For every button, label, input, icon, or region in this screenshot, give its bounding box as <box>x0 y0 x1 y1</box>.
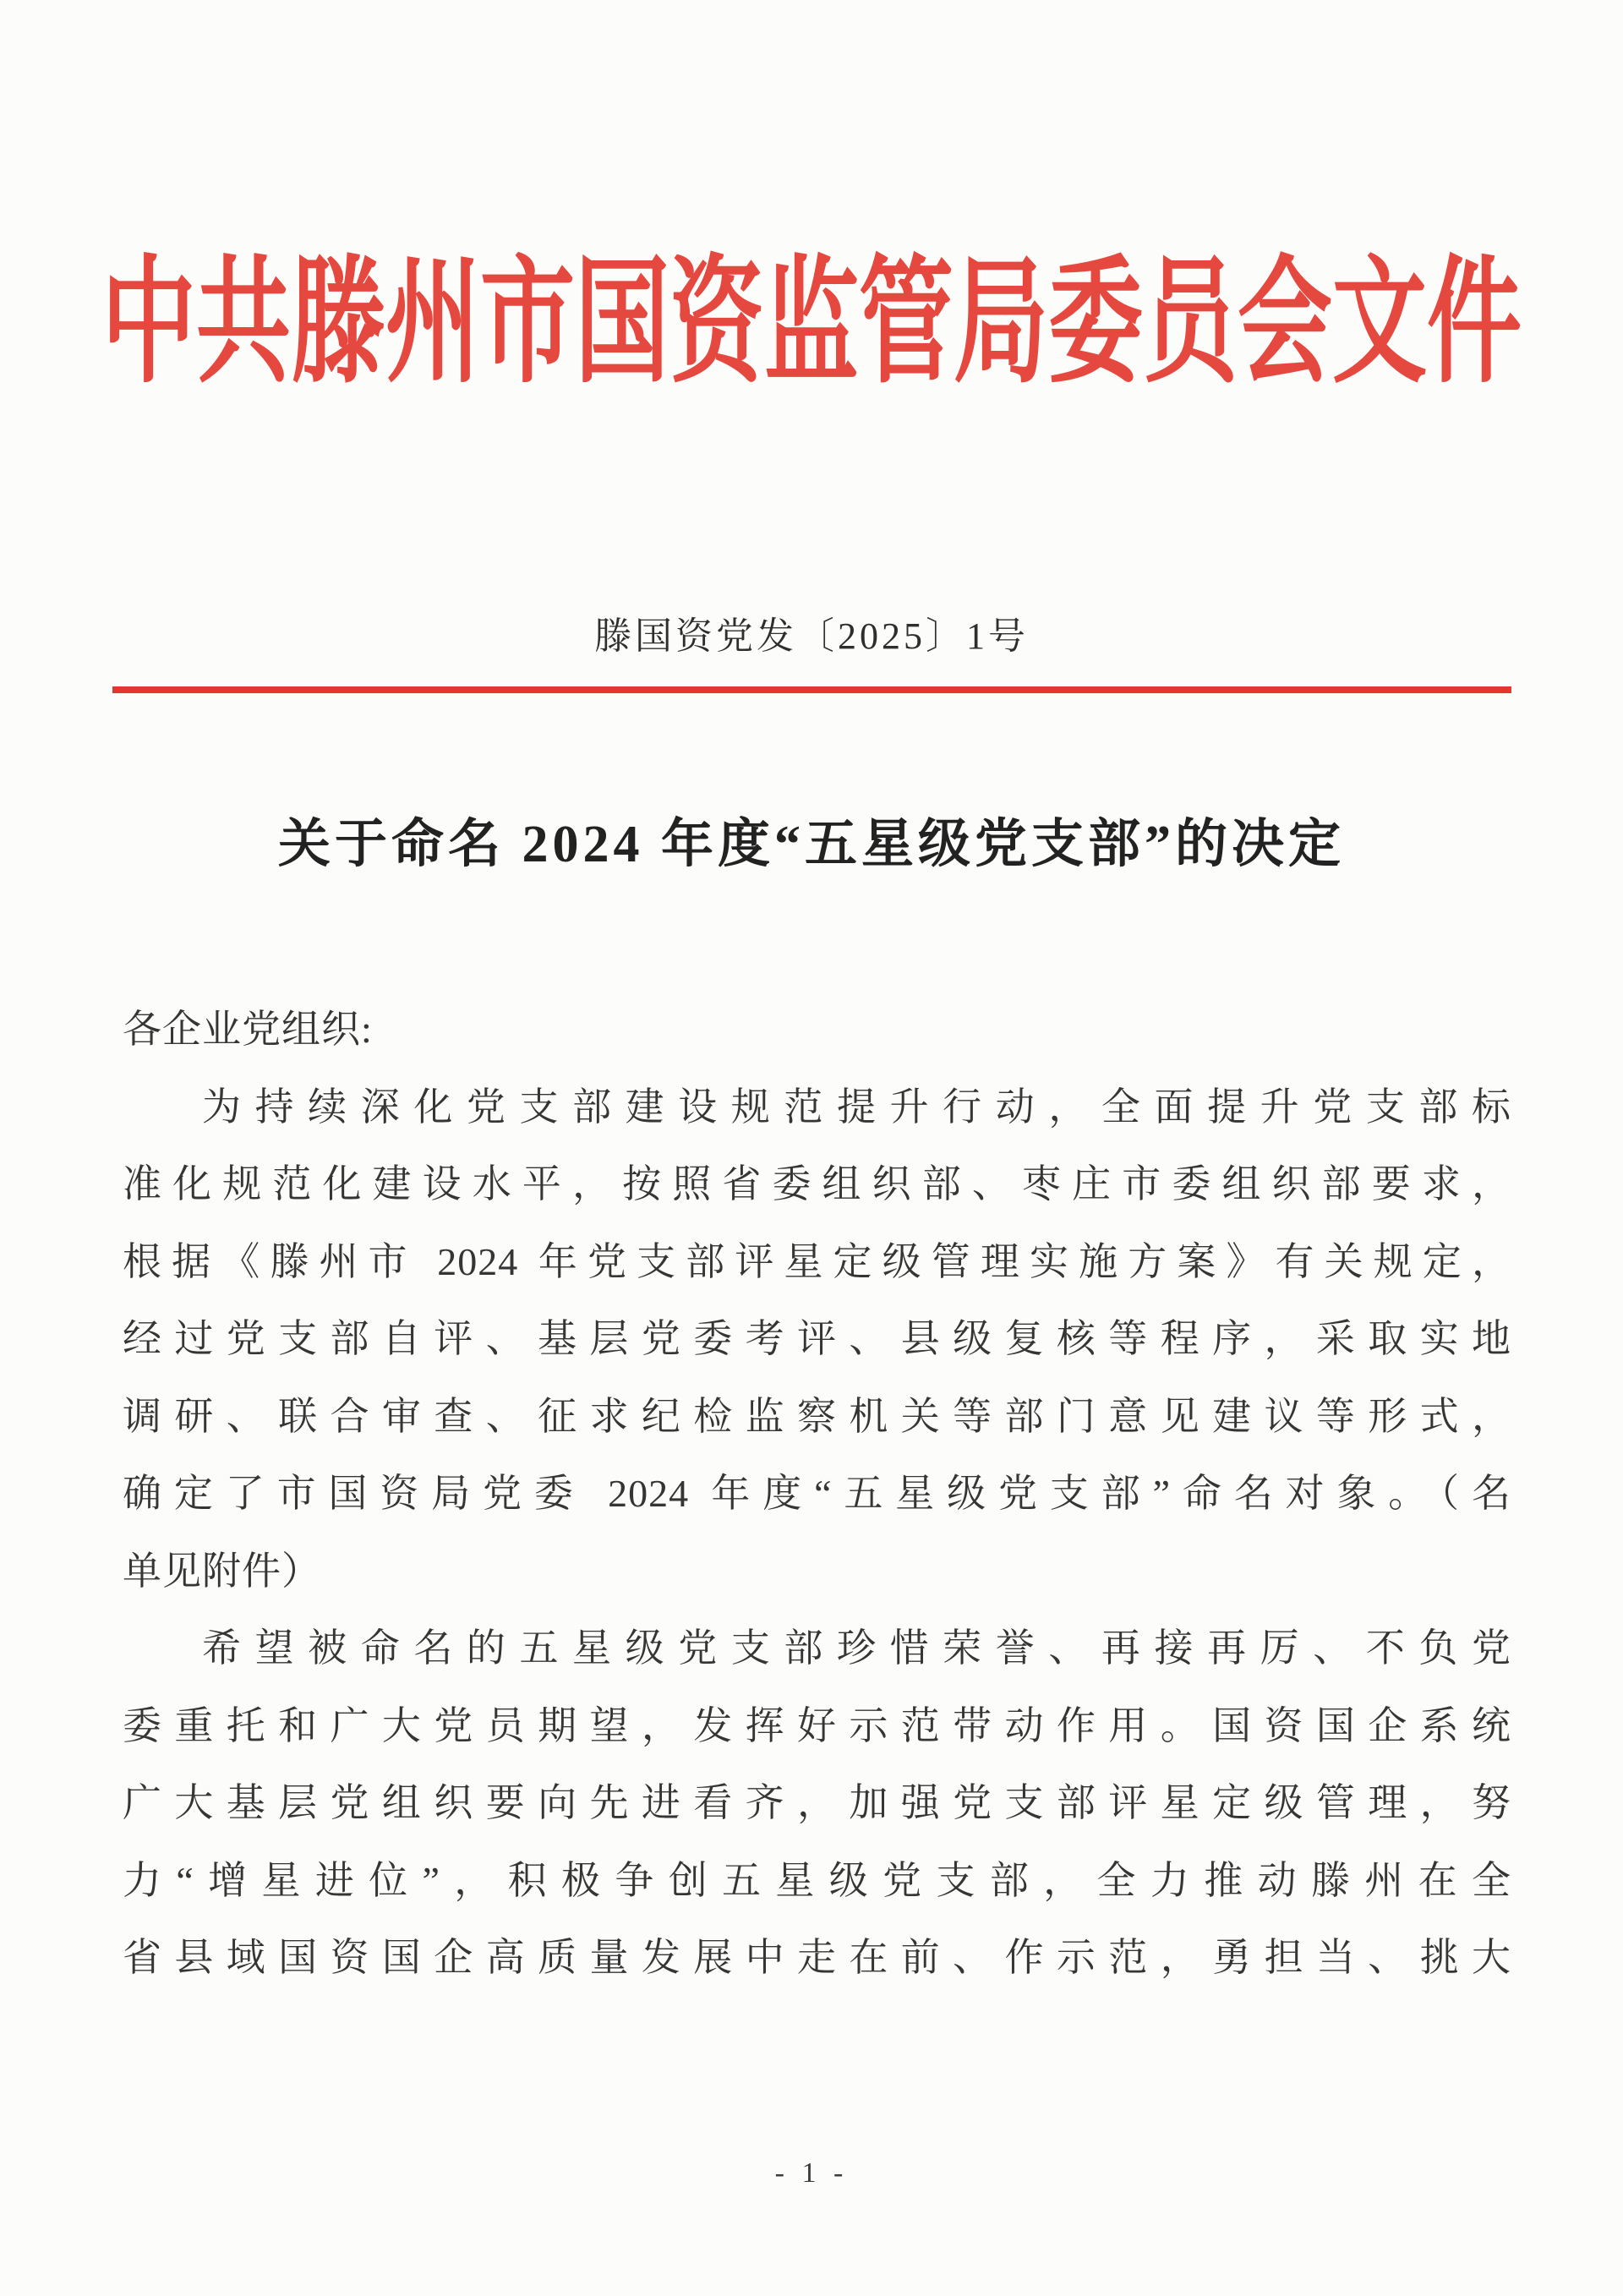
body-line: 广大基层党组织要向先进看齐，加强党支部评星定级管理，努 <box>123 1781 1511 1824</box>
body-line: 希望被命名的五星级党支部珍惜荣誉、再接再厉、不负党 <box>202 1626 1511 1670</box>
body-line: 根据《滕州市 2024 年党支部评星定级管理实施方案》有关规定， <box>123 1239 1511 1283</box>
body-line: 经过党支部自评、基层党委考评、县级复核等程序，采取实地 <box>123 1317 1511 1360</box>
body-line: 委重托和广大党员期望，发挥好示范带动作用。国资国企系统 <box>123 1703 1511 1747</box>
doc-number: 滕国资党发〔2025〕1号 <box>594 615 1029 657</box>
body-line: 省县域国资国企高质量发展中走在前、作示范，勇担当、挑大 <box>123 1936 1511 1979</box>
document-body <box>123 991 1511 1997</box>
body-line: 为持续深化党支部建设规范提升行动，全面提升党支部标 <box>202 1085 1511 1129</box>
body-line: 力“增星进位”，积极争创五星级党支部，全力推动滕州在全 <box>123 1858 1511 1902</box>
salutation: 各企业党组织: <box>123 1008 373 1051</box>
body-line: 单见附件） <box>123 1549 321 1593</box>
document-title: 关于命名 2024 年度“五星级党支部”的决定 <box>277 816 1345 873</box>
page-number: - 1 - <box>774 2157 849 2189</box>
red-divider-rule <box>112 686 1511 693</box>
letterhead-title: 中共滕州市国资监管局委员会文件 <box>101 248 1522 401</box>
body-line: 准化规范化建设水平，按照省委组织部、枣庄市委组织部要求， <box>123 1162 1511 1205</box>
body-line: 确定了市国资局党委 2024 年度“五星级党支部”命名对象。（名 <box>123 1472 1511 1515</box>
body-line: 调研、联合审查、征求纪检监察机关等部门意见建议等形式， <box>123 1394 1511 1438</box>
